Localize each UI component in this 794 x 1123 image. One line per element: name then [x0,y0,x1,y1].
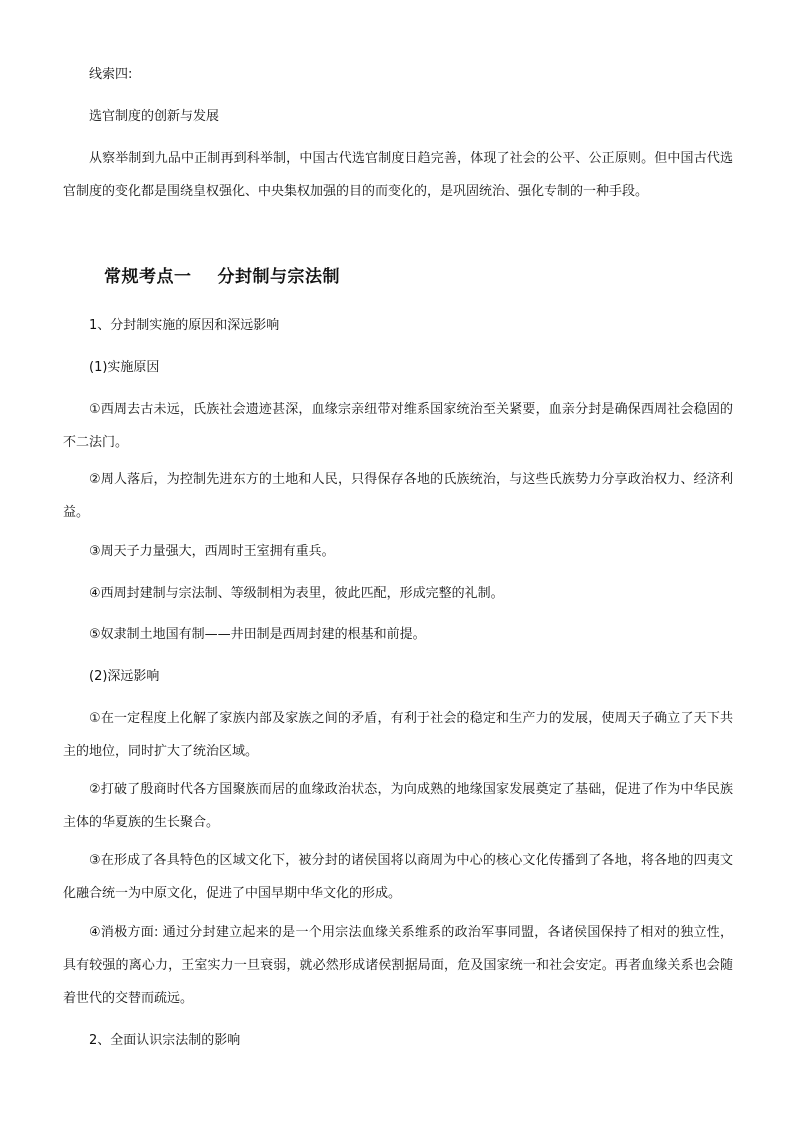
section-title: 分封制与宗法制 [217,267,340,287]
question-2: 2、全面认识宗法制的影响 [89,1033,241,1048]
clue-label: 线索四: [89,67,133,82]
reason-item: ⑤奴隶制土地国有制——井田制是西周封建的根基和前提。 [89,627,426,642]
influence-label: (2)深远影响 [89,669,160,684]
reason-item: ④西周封建制与宗法制、等级制相为表里，彼此匹配，形成完整的礼制。 [89,586,504,601]
clue-title: 选官制度的创新与发展 [89,109,220,124]
influence-item: ④消极方面: 通过分封建立起来的是一个用宗法血缘关系维系的政治军事同盟，各诸侯国保持了相对的独立性，具有较强的离心力，王室实力一旦衰弱，就必然形成诸侯割据局面，危及国家统一和社会安定。再者血缘关系也会随着世代的交替而疏远。 [63,925,733,1006]
section-heading [104,262,340,287]
reasons-label: (1)实施原因 [89,360,160,375]
question-1: 1、分封制实施的原因和深远影响 [89,318,280,333]
reason-item: ②周人落后，为控制先进东方的土地和人民，只得保存各地的氏族统治，与这些氏族势力分享政治权力、经济利益。 [63,472,733,520]
clue-paragraph: 从察举制到九品中正制再到科举制，中国古代选官制度日趋完善，体现了社会的公平、公正原则。但中国古代选官制度的变化都是围绕皇权强化、中央集权加强的目的而变化的，是巩固统治、强化专制的一种手段。 [63,151,733,199]
reason-item: ①西周去古未远，氏族社会遗迹甚深，血缘宗亲纽带对维系国家统治至关紧要，血亲分封是确保西周社会稳固的不二法门。 [63,402,733,450]
influence-item: ②打破了殷商时代各方国聚族而居的血缘政治状态，为向成熟的地缘国家发展奠定了基础，促进了作为中华民族主体的华夏族的生长聚合。 [63,782,733,830]
section-number: 常规考点一 [104,267,192,287]
influence-item: ①在一定程度上化解了家族内部及家族之间的矛盾，有利于社会的稳定和生产力的发展，使周天子确立了天下共主的地位，同时扩大了统治区域。 [63,711,733,759]
influence-item: ③在形成了各具特色的区域文化下，被分封的诸侯国将以商周为中心的核心文化传播到了各地，将各地的四夷文化融合统一为中原文化，促进了中国早期中华文化的形成。 [63,853,733,901]
reason-item: ③周天子力量强大，西周时王室拥有重兵。 [89,544,335,559]
